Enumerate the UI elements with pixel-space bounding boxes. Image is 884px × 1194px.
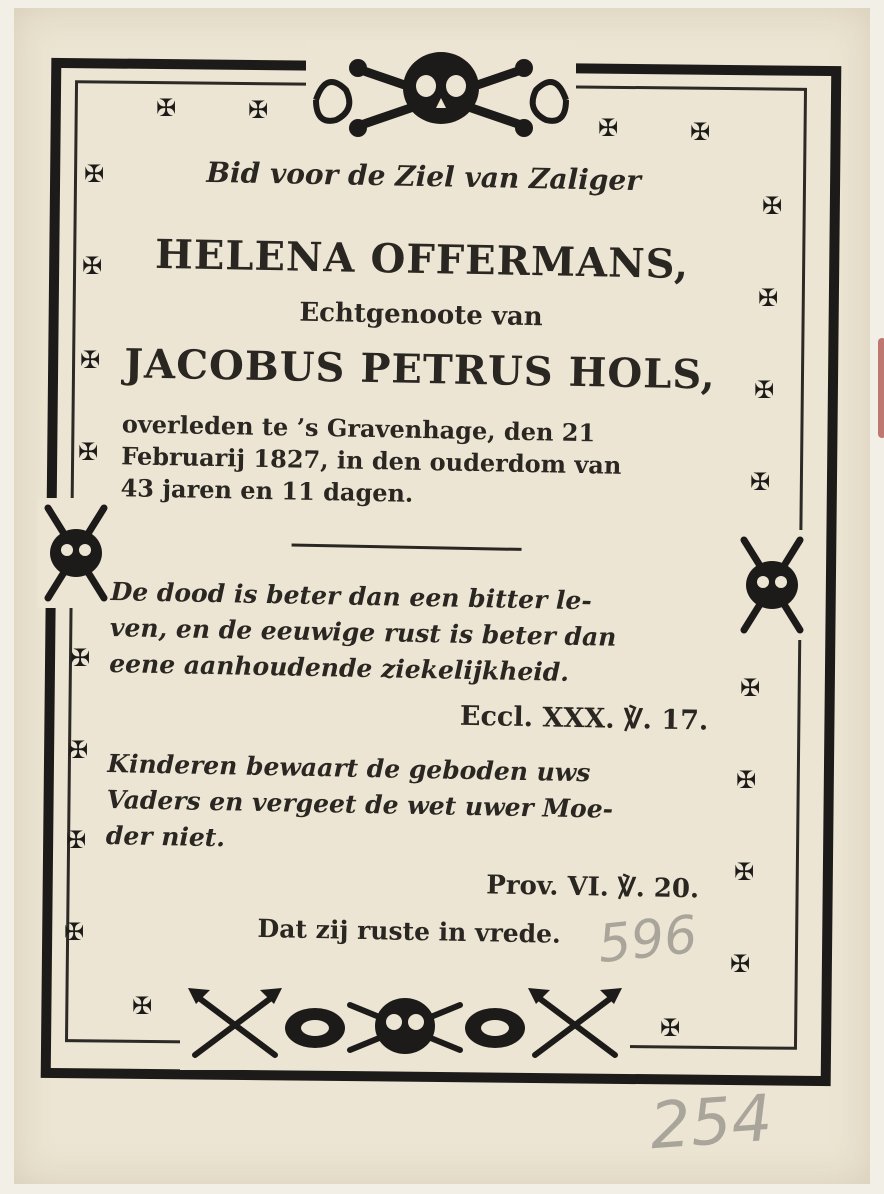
cross-icon: ✠ <box>84 160 105 188</box>
quote-proverbs: Kinderen bewaart de geboden uws Vaders en vergeet de wet uwer Moe- der niet. <box>105 749 614 853</box>
death-notice: overleden te ’s Gravenhage, den 21 Februarij 1827, in den ouderdom van 43 jaren en 11 dagen. <box>120 409 622 508</box>
quote-ecclesiasticus: De dood is beter dan een bitter le- ven, en de eeuwige rust is beter dan eene aanhoudende ziekelijkheid. <box>108 577 617 687</box>
cross-icon: ✠ <box>70 644 91 672</box>
closing-prayer: Dat zij ruste in vrede. <box>257 913 562 949</box>
cross-icon: ✠ <box>248 96 269 124</box>
cross-icon: ✠ <box>82 252 103 280</box>
quote-proverbs-reference: Prov. VI. ℣. 20. <box>486 870 700 905</box>
cross-icon: ✠ <box>598 114 619 142</box>
cross-icon: ✠ <box>690 118 711 146</box>
spouse-intro: Echtgenoote van <box>299 297 543 333</box>
cross-icon: ✠ <box>758 284 779 312</box>
red-stain <box>878 338 884 438</box>
cross-icon: ✠ <box>66 826 87 854</box>
cross-icon: ✠ <box>754 376 775 404</box>
deceased-name: HELENA OFFERMANS, <box>154 230 690 289</box>
spouse-name: JACOBUS PETRUS HOLS, <box>123 340 717 399</box>
skull-crossbones-right-icon <box>734 530 810 640</box>
cross-icon: ✠ <box>762 192 783 220</box>
cross-icon: ✠ <box>730 950 751 978</box>
cross-icon: ✠ <box>740 674 761 702</box>
cross-icon: ✠ <box>736 766 757 794</box>
pencil-annotation-number: 254 <box>647 1081 775 1165</box>
cross-icon: ✠ <box>80 346 101 374</box>
cross-icon: ✠ <box>734 858 755 886</box>
quote-ecclesiasticus-reference: Eccl. XXX. ℣. 17. <box>459 700 709 737</box>
card-text <box>84 102 751 978</box>
cross-icon: ✠ <box>132 992 153 1020</box>
cross-icon: ✠ <box>750 468 771 496</box>
cross-icon: ✠ <box>64 918 85 946</box>
cross-icon: ✠ <box>68 736 89 764</box>
crossed-spades-skull-bottom-icon <box>180 980 630 1070</box>
pencil-annotation-number: 596 <box>595 904 701 976</box>
invocation: Bid voor de Ziel van Zaliger <box>206 155 642 198</box>
cross-icon: ✠ <box>660 1014 681 1042</box>
cross-icon: ✠ <box>78 438 99 466</box>
cross-icon: ✠ <box>156 94 177 122</box>
divider <box>292 544 522 551</box>
